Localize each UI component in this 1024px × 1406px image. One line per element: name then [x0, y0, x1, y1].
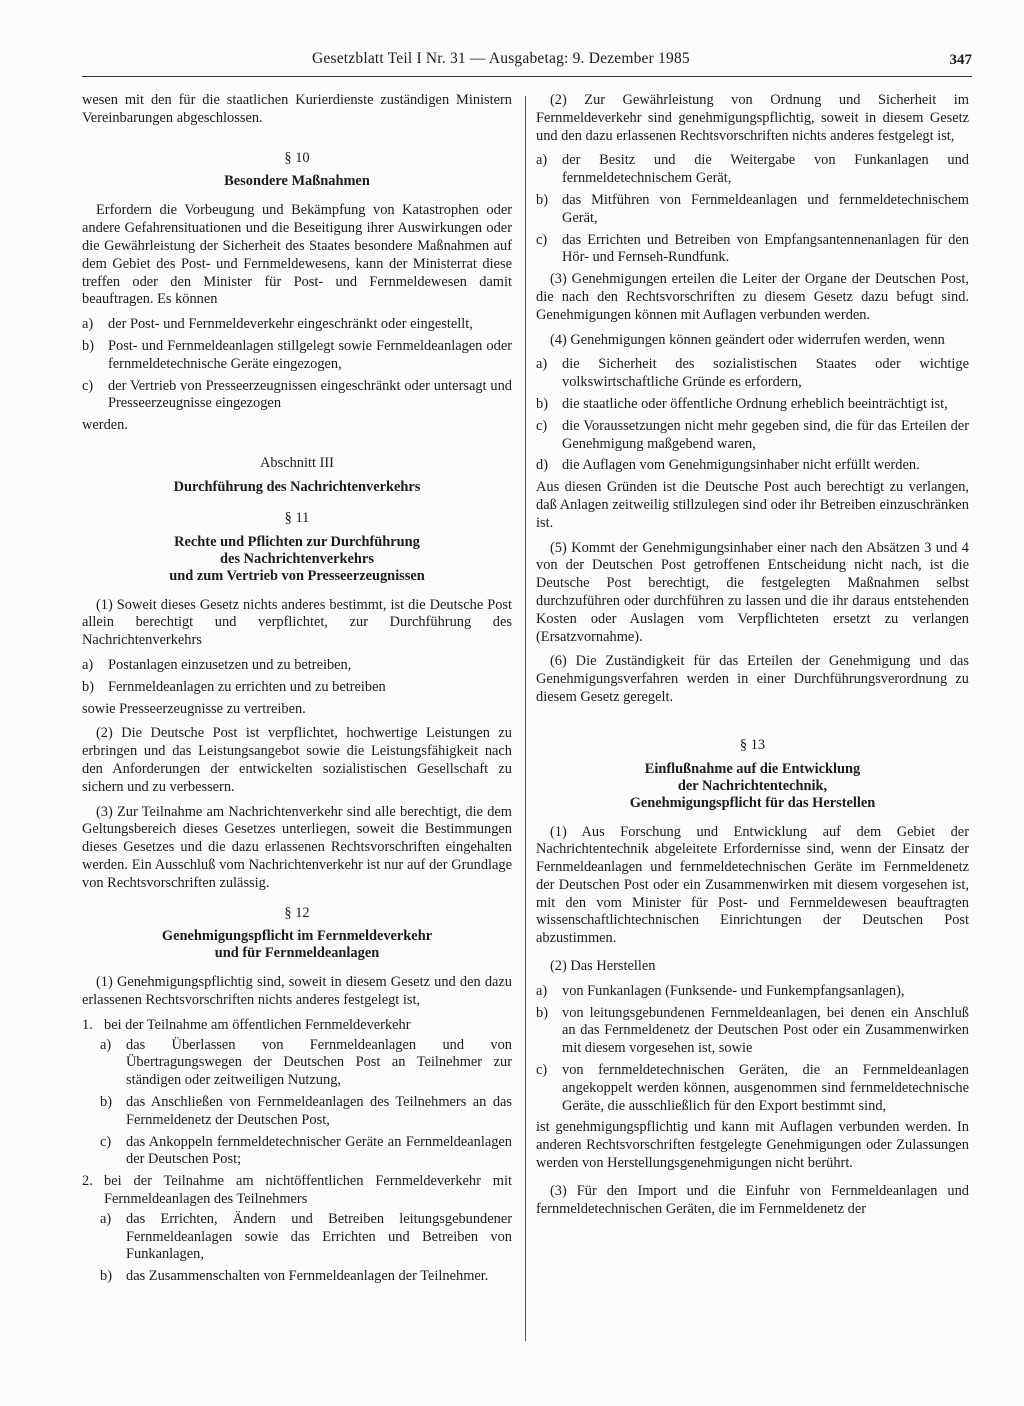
item-label: c): [536, 231, 548, 248]
item-label: b): [100, 1268, 112, 1285]
item-label: a): [536, 356, 548, 373]
heading-line: des Nachrichtenverkehrs: [220, 550, 374, 567]
list-item: [536, 192, 969, 228]
list-item: [536, 983, 969, 1001]
list-item: [536, 1005, 969, 1058]
item-label: c): [82, 377, 94, 394]
item-label: b): [100, 1094, 112, 1111]
section-12-paragraph-6: (6) Die Zuständigkeit für das Erteilen der Genehmigung und das Genehmigungsverfahren werden in einer Durchführungsverordnung zu diesem Gesetz geregelt.: [536, 653, 969, 705]
item-text: der Besitz und die Weitergabe von Funkanlagen und fernmeldetechnischem Gerät,: [562, 152, 969, 187]
item-text: die Voraussetzungen nicht mehr gegeben sind, die für das Erteilen der Genehmigung maßgebend waren,: [562, 417, 969, 452]
section-11-paragraph-2: (2) Die Deutsche Post ist verpflichtet, hochwertige Leistungen zu erbringen und das Leistungsangebot sowie die Leistungsfähigkeit nach den Anforderungen der entwickelten sozialistischen Gesellschaft zu sichern und zu verbessern.: [82, 725, 512, 795]
list-item: [82, 1268, 512, 1286]
section-11-paragraph-3: (3) Zur Teilnahme am Nachrichtenverkehr sind alle berechtigt, die dem Geltungsbereich dieses Gesetzes unterliegen, soweit die Bestimmungen dieses Gesetzes und die dazu erlassenen Rechtsvorschriften eingehalten werden. Ein Ausschluß vom Nachrichtenverkehr ist nur auf der Grundlage von Rechtsvorschriften zulässig.: [82, 803, 512, 891]
item-text: von leitungsgebundenen Fernmeldeanlagen, bei denen ein Anschluß an das Fernmeldenetz der Deutschen Post oder ein Zusammenwirken mit diesem vorgesehen ist, sowie: [562, 1004, 969, 1057]
item-text: das Errichten und Betreiben von Empfangsantennenanlagen für den Hör- und Fernseh-Rundfunk.: [562, 231, 969, 266]
page-header: [82, 46, 972, 77]
item-label: a): [100, 1210, 112, 1227]
section-10-heading: Besondere Maßnahmen: [224, 173, 370, 190]
section-10-sign: § 10: [284, 149, 310, 166]
section-13-sign: § 13: [739, 736, 766, 753]
item-label: c): [536, 1062, 548, 1079]
list-item: [82, 338, 512, 374]
item-text: das Mitführen von Fernmeldeanlagen und fernmeldetechnischem Gerät,: [562, 191, 969, 226]
item-text: das Ankoppeln fernmeldetechnischer Geräte an Fernmeldeanlagen der Deutschen Post;: [126, 1133, 512, 1168]
left-column: [82, 92, 512, 1290]
section-12-paragraph-4: (4) Genehmigungen können geändert oder widerrufen werden, wenn: [550, 331, 945, 348]
column-divider: [525, 96, 526, 1341]
item-text: das Anschließen von Fernmeldeanlagen des Teilnehmers an das Fernmeldenetz der Deutschen Post,: [126, 1094, 512, 1128]
section-10-closing: werden.: [82, 417, 128, 434]
heading-line: Genehmigungspflicht für das Herstellen: [629, 794, 876, 811]
heading-line: der Nachrichtentechnik,: [677, 777, 828, 794]
section-10-paragraph: Erfordern die Vorbeugung und Bekämpfung von Katastrophen oder andere Gefahrensituationen und die Beseitigung ihrer Auswirkungen oder die Gewährleistung der Sicherheit des Staates besondere Maßnahmen auf dem Gebiet des Post- und Fernmeldewesens, kann der Ministerrat diese treffen oder den Minister für Post- und Fernmeldewesen damit beauftragen. Es können: [82, 202, 512, 308]
section-13-paragraph-2-closing: ist genehmigungspflichtig und kann mit Auflagen verbunden werden. In anderen Rechtsvorschriften festgelegte Genehmigungen oder Zulassungen werden von Herstellungsgenehmigungen nicht berührt.: [536, 1119, 969, 1172]
section-12-paragraph-1: (1) Genehmigungspflichtig sind, soweit in diesem Gesetz und den dazu erlassenen Rechtsvorschriften nichts anderes festgelegt ist,: [82, 974, 512, 1009]
page-number: 347: [949, 52, 972, 68]
section-13-paragraph-2: (2) Das Herstellen: [550, 958, 656, 975]
section-11-sign: § 11: [284, 509, 310, 526]
chapter-label: Abschnitt III: [260, 454, 334, 471]
item-label: c): [536, 417, 548, 434]
section-11-heading: [82, 534, 512, 585]
item-label: b): [82, 678, 94, 695]
item-label: a): [536, 152, 548, 169]
item-label: a): [536, 982, 548, 999]
list-item: [82, 679, 512, 697]
list-item: [82, 1094, 512, 1130]
list-item: [82, 1134, 512, 1170]
chapter-heading: Durchführung des Nachrichtenverkehrs: [173, 478, 421, 495]
section-12-paragraph-5: (5) Kommt der Genehmigungsinhaber einer nach den Absätzen 3 und 4 von der Deutschen Post getroffenen Entscheidung nicht nach, ist die Deutsche Post berechtigt, die festgelegten Maßnahmen selbst durchzuführen oder durchführen zu lassen und die ihr daraus entstehenden Kosten oder Auslagen vom Verpflichteten ersetzt zu verlangen (Ersatzvornahme).: [536, 539, 969, 645]
item-label: b): [536, 1004, 548, 1021]
item-text: von Funkanlagen (Funksende- und Funkempfangsanlagen),: [562, 982, 905, 999]
list-item: [536, 418, 969, 454]
item-number: 2.: [82, 1173, 93, 1190]
item-label: a): [82, 656, 94, 673]
list-item: [82, 657, 512, 675]
section-11-paragraph-1: (1) Soweit dieses Gesetz nichts anderes bestimmt, ist die Deutsche Post allein berechtigt und verpflichtet, zur Durchführung des Nachrichtenverkehrs: [82, 596, 512, 649]
list-item: [536, 232, 969, 268]
list-item: [82, 378, 512, 414]
heading-line: und zum Vertrieb von Presseerzeugnissen: [169, 567, 425, 584]
heading-line: und für Fernmeldeanlagen: [214, 945, 380, 962]
list-item: [82, 1037, 512, 1090]
item-label: b): [536, 191, 548, 208]
item-text: das Überlassen von Fernmeldeanlagen und von Übertragungswegen der Deutschen Post an Teilnehmer zur ständigen oder zeitweiligen Nutzung,: [126, 1036, 512, 1089]
item-text: bei der Teilnahme am nichtöffentlichen Fernmeldeverkehr mit Fernmeldeanlagen des Teilnehmers: [104, 1173, 512, 1208]
item-text: Post- und Fernmeldeanlagen stillgelegt sowie Fernmeldeanlagen oder fernmeldetechnische Geräte eingezogen,: [108, 337, 512, 372]
section-13-heading: [536, 761, 969, 812]
numbered-item: [82, 1017, 512, 1035]
heading-line: Genehmigungspflicht im Fernmeldeverkehr: [161, 928, 433, 945]
list-item: [536, 396, 969, 414]
item-label: d): [536, 457, 548, 474]
item-text: das Zusammenschalten von Fernmeldeanlagen der Teilnehmer.: [126, 1268, 489, 1285]
item-text: die Sicherheit des sozialistischen Staates oder wichtige volkswirtschaftliche Gründe es erfordern,: [562, 356, 969, 391]
item-label: a): [82, 316, 94, 333]
item-text: die staatliche oder öffentliche Ordnung erheblich beeinträchtigt ist,: [562, 395, 948, 412]
numbered-item: [82, 1173, 512, 1209]
item-label: a): [100, 1036, 112, 1053]
list-item: [536, 152, 969, 188]
right-column: [536, 92, 969, 1225]
item-text: Fernmeldeanlagen zu errichten und zu betreiben: [108, 678, 386, 695]
gazette-title: Gesetzblatt Teil I Nr. 31 — Ausgabetag: 9. Dezember 1985: [312, 50, 690, 67]
heading-line: Rechte und Pflichten zur Durchführung: [174, 533, 420, 550]
item-text: der Post- und Fernmeldeverkehr eingeschränkt oder eingestellt,: [108, 316, 473, 333]
item-text: der Vertrieb von Presseerzeugnissen eingeschränkt oder untersagt und Presseerzeugnisse eingezogen: [108, 377, 512, 412]
section-12-paragraph-2: (2) Zur Gewährleistung von Ordnung und Sicherheit im Fernmeldeverkehr sind genehmigungspflichtig, soweit in diesem Gesetz und den dazu erlassenen Rechtsvorschriften nichts anderes festgelegt ist,: [536, 92, 969, 144]
section-12-heading: [82, 928, 512, 962]
section-13-paragraph-1: (1) Aus Forschung und Entwicklung auf dem Gebiet der Nachrichtentechnik abgeleitete Erfordernisse sind, wenn der Einsatz der Fernmeldeanlagen und fernmeldetechnischen Geräte im Fernmeldenetz der Deutschen Post oder ein Zusammenwirken mit diesem vorgesehen ist, mit den vom Minister für Post- und Fernmeldewesen beauftragten wissenschaftlichtechnischen Einrichtungen der Deutschen Post abzustimmen.: [536, 823, 969, 947]
list-item: [536, 356, 969, 392]
item-label: c): [100, 1133, 112, 1150]
continued-paragraph: wesen mit den für die staatlichen Kurierdienste zuständigen Ministern Vereinbarungen abgeschlossen.: [82, 92, 512, 126]
item-text: bei der Teilnahme am öffentlichen Fernmeldeverkehr: [104, 1016, 411, 1033]
item-text: die Auflagen vom Genehmigungsinhaber nicht erfüllt werden.: [562, 457, 920, 474]
item-text: Postanlagen einzusetzen und zu betreiben,: [108, 656, 352, 673]
section-13-paragraph-3: (3) Für den Import und die Einfuhr von Fernmeldeanlagen und fernmeldetechnischen Geräten, die im Fernmeldenetz der: [536, 1182, 969, 1217]
item-text: das Errichten, Ändern und Betreiben leitungsgebundener Fernmeldeanlagen sowie das Errichten und Betreiben von Funkanlagen,: [126, 1210, 512, 1263]
item-number: 1.: [82, 1016, 93, 1033]
item-label: b): [536, 395, 548, 412]
list-item: [536, 1062, 969, 1115]
list-item: [82, 316, 512, 334]
list-item: [82, 1211, 512, 1264]
list-item: [536, 457, 969, 475]
section-12-sign: § 12: [284, 904, 310, 921]
section-12-paragraph-4-closing: Aus diesen Gründen ist die Deutsche Post auch berechtigt zu verlangen, daß Anlagen zeitweilig stillzulegen sind oder ihr Betreiben einzuschränken ist.: [536, 479, 969, 531]
heading-line: Einflußnahme auf die Entwicklung: [644, 760, 861, 777]
section-12-paragraph-3: (3) Genehmigungen erteilen die Leiter der Organe der Deutschen Post, die nach den Rechtsvorschriften zu diesem Gesetz dazu befugt sind. Genehmigungen können mit Auflagen verbunden werden.: [536, 271, 969, 323]
item-label: b): [82, 337, 94, 354]
section-11-paragraph-1-closing: sowie Presseerzeugnisse zu vertreiben.: [82, 700, 306, 717]
item-text: von fernmeldetechnischen Geräten, die an Fernmeldeanlagen angekoppelt werden können, ausgenommen sind fernmeldetechnische Geräte, die ausschließlich für den Export bestimmt sind,: [562, 1062, 969, 1114]
